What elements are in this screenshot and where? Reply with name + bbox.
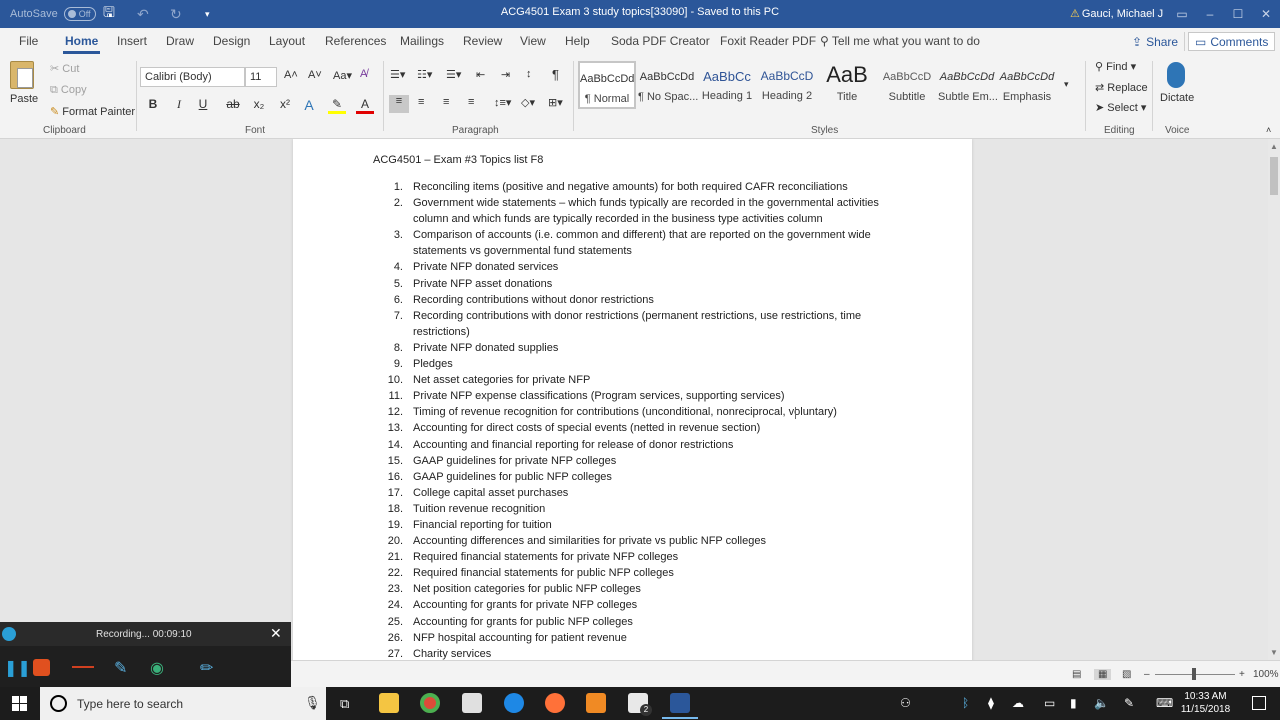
- style-label: Heading 1: [701, 90, 753, 102]
- minimize-icon[interactable]: –: [1206, 7, 1214, 21]
- list-item-text: Required financial statements for private NFP colleges: [413, 551, 679, 564]
- clear-formatting-icon[interactable]: A̸: [360, 68, 368, 80]
- tell-me-text: Tell me what you want to do: [831, 34, 980, 48]
- italic-icon[interactable]: I: [177, 97, 181, 111]
- highlight-icon[interactable]: ✎: [328, 97, 346, 114]
- list-item-number: 23.: [387, 583, 403, 596]
- maximize-icon[interactable]: ☐: [1232, 7, 1244, 21]
- style-preview: AaBbCcDd: [939, 71, 995, 83]
- read-mode-icon[interactable]: ▤: [1072, 669, 1082, 680]
- list-item-text: Net asset categories for private NFP: [413, 374, 591, 387]
- pause-icon[interactable]: ❚❚: [4, 660, 31, 677]
- list-item[interactable]: [373, 501, 893, 517]
- tab-help[interactable]: Help: [565, 34, 590, 48]
- scroll-down-icon[interactable]: ▼: [1270, 648, 1278, 657]
- foxit-icon[interactable]: [586, 693, 606, 713]
- list-item-text: Recording contributions without donor restrictions: [413, 293, 654, 306]
- shading-icon[interactable]: ◇▾: [521, 97, 535, 109]
- notifications-icon[interactable]: [1252, 696, 1266, 710]
- decrease-indent-icon[interactable]: ⇤: [476, 69, 486, 81]
- microphone-icon[interactable]: 🎙: [304, 695, 321, 710]
- list-item[interactable]: [373, 437, 893, 453]
- font-size-select[interactable]: 11: [245, 67, 277, 87]
- document-page[interactable]: [293, 139, 972, 660]
- list-item-number: 9.: [393, 358, 403, 371]
- line-spacing-icon[interactable]: ↕≡▾: [494, 97, 512, 109]
- list-item-text: Government wide statements – which funds typically are recorded in the governmental activities column and which funds are typically recorded in the business type activities column: [413, 197, 879, 226]
- list-item-number: 22.: [387, 567, 403, 580]
- mail-badge: 2: [640, 704, 652, 716]
- search-placeholder: Type here to search: [77, 697, 184, 711]
- list-item[interactable]: [373, 581, 893, 597]
- list-item-number: 2.: [393, 197, 403, 210]
- scissors-icon: ✂: [50, 63, 63, 75]
- web-layout-icon[interactable]: ▧: [1122, 669, 1132, 680]
- list-item[interactable]: [373, 420, 893, 436]
- dictate-button[interactable]: Dictate: [1160, 92, 1195, 104]
- list-item-text: GAAP guidelines for public NFP colleges: [413, 470, 612, 483]
- list-item-text: NFP hospital accounting for patient revenue: [413, 631, 627, 644]
- network-icon[interactable]: ▭: [1044, 696, 1056, 710]
- align-center-icon[interactable]: ≡: [418, 96, 425, 108]
- superscript-icon[interactable]: x²: [280, 97, 290, 111]
- style-label: Subtitle: [888, 91, 926, 103]
- cursor-icon: ➤: [1095, 102, 1108, 114]
- justify-icon[interactable]: ≡: [468, 96, 475, 108]
- topic-list[interactable]: [373, 179, 893, 660]
- document-canvas[interactable]: [0, 139, 1268, 660]
- document-heading[interactable]: ACG4501 – Exam #3 Topics list F8: [373, 154, 544, 166]
- onedrive-icon[interactable]: ☁: [1012, 696, 1024, 710]
- clock[interactable]: [1178, 690, 1233, 716]
- style-heading-2[interactable]: [758, 61, 816, 109]
- list-item-number: 10.: [387, 374, 403, 387]
- list-item-number: 13.: [387, 422, 403, 435]
- list-item-number: 24.: [387, 599, 403, 612]
- editing-group-label: Editing: [1104, 125, 1135, 136]
- list-item-text: Timing of revenue recognition for contributions (unconditional, nonreciprocal, voluntary): [413, 406, 837, 419]
- collapse-ribbon-icon[interactable]: ˄: [1266, 125, 1272, 135]
- bluetooth-icon[interactable]: ᛒ: [962, 696, 970, 710]
- increase-indent-icon[interactable]: ⇥: [501, 69, 511, 81]
- replace-icon: ⇄: [1095, 82, 1108, 94]
- zoom-level[interactable]: 100%: [1253, 669, 1279, 680]
- list-item[interactable]: [373, 259, 893, 275]
- tab-draw[interactable]: Draw: [166, 34, 195, 48]
- list-item-number: 25.: [387, 615, 403, 628]
- numbering-icon[interactable]: ☷▾: [417, 69, 433, 81]
- align-right-icon[interactable]: ≡: [443, 96, 450, 108]
- list-item-text: Tuition revenue recognition: [413, 502, 546, 515]
- voice-group-label: Voice: [1165, 125, 1190, 136]
- copy-icon: ⧉: [50, 84, 61, 96]
- list-item[interactable]: [373, 340, 893, 356]
- chrome-icon[interactable]: [420, 693, 440, 713]
- align-left-icon[interactable]: ≡: [389, 95, 409, 113]
- list-item-number: 7.: [393, 309, 403, 322]
- style-normal[interactable]: [578, 61, 636, 109]
- style-preview: AaBbCcD: [882, 71, 932, 83]
- vertical-scrollbar[interactable]: [1268, 139, 1280, 660]
- scrollbar-thumb[interactable]: [1270, 157, 1278, 195]
- list-item-text: Recording contributions with donor restrictions (permanent restrictions, use restrictions, time restrictions): [413, 309, 862, 338]
- styles-group-label: Styles: [811, 125, 839, 136]
- style-preview: AaBbCcD: [760, 69, 814, 83]
- stop-icon[interactable]: [33, 659, 50, 676]
- list-item-number: 26.: [387, 631, 403, 644]
- style-no-spacing[interactable]: [638, 61, 699, 109]
- close-recording-icon[interactable]: ✕: [270, 625, 282, 641]
- power-icon[interactable]: ▮: [1070, 696, 1077, 710]
- firefox-icon[interactable]: [545, 693, 565, 713]
- style-label: ¶ No Spac...: [638, 91, 699, 103]
- tab-view[interactable]: View: [520, 34, 546, 48]
- list-item-text: Comparison of accounts (i.e. common and different) that are reported on the government wide statements vs governmental fund statements: [413, 229, 871, 258]
- list-item[interactable]: [373, 453, 893, 469]
- clock-time: 10:33 AM: [1184, 691, 1227, 702]
- style-preview: AaBbCcDd: [639, 71, 695, 83]
- paste-icon[interactable]: [10, 61, 34, 89]
- list-item-number: 16.: [387, 470, 403, 483]
- show-formatting-icon[interactable]: ¶: [552, 67, 559, 82]
- word-icon[interactable]: [670, 693, 690, 713]
- list-item-text: Accounting differences and similarities for private vs public NFP colleges: [413, 535, 766, 548]
- sort-icon[interactable]: ↕: [526, 68, 532, 80]
- tab-file[interactable]: File: [19, 34, 39, 48]
- list-item-text: Pledges: [413, 358, 453, 371]
- list-item-number: 11.: [388, 390, 403, 403]
- user-account[interactable]: [1070, 7, 1163, 20]
- webcam-icon[interactable]: ◉: [150, 660, 164, 677]
- paste-button[interactable]: Paste: [10, 93, 39, 105]
- bold-icon[interactable]: B: [148, 97, 158, 111]
- comment-icon: ▭: [1195, 34, 1207, 49]
- grow-font-icon[interactable]: A˄: [284, 69, 298, 81]
- store-icon[interactable]: [462, 693, 482, 713]
- style-heading-1[interactable]: [698, 61, 756, 109]
- list-item-text: GAAP guidelines for private NFP colleges: [413, 454, 617, 467]
- list-item-number: 15.: [387, 454, 403, 467]
- list-item-number: 27.: [387, 647, 403, 660]
- ribbon-tabs: [0, 28, 1280, 55]
- list-item[interactable]: [373, 549, 893, 565]
- style-preview: AaBbCcDd: [580, 73, 635, 85]
- list-item-text: Reconciling items (positive and negative amounts) for both required CAFR reconciliations: [413, 181, 848, 193]
- list-item-number: 3.: [393, 229, 403, 242]
- tab-references[interactable]: References: [325, 34, 387, 48]
- style-title[interactable]: [818, 61, 876, 109]
- underline-icon[interactable]: U: [198, 97, 208, 111]
- font-color-icon[interactable]: A: [356, 97, 374, 114]
- search-icon: ⚲: [1095, 61, 1107, 73]
- share-label: Share: [1146, 34, 1179, 49]
- list-item[interactable]: [373, 276, 893, 292]
- style-preview: AaBbCc: [703, 69, 751, 84]
- list-item-number: 5.: [393, 277, 403, 290]
- lightbulb-icon: ⚲: [820, 34, 832, 48]
- undo-icon[interactable]: ↶: [137, 5, 149, 22]
- format-painter-button[interactable]: ✎ Format Painter: [50, 106, 136, 118]
- list-item-text: Private NFP donated supplies: [413, 341, 559, 354]
- list-item-number: 1.: [393, 181, 403, 193]
- list-item-number: 17.: [387, 486, 403, 499]
- clock-date: 11/15/2018: [1180, 704, 1231, 715]
- list-item-text: Net position categories for public NFP colleges: [413, 583, 641, 596]
- zoom-out-icon[interactable]: –: [1144, 669, 1150, 680]
- tab-design[interactable]: Design: [213, 34, 251, 48]
- style-emphasis[interactable]: [998, 61, 1056, 109]
- divider: [1152, 61, 1153, 131]
- font-group-label: Font: [245, 125, 266, 136]
- list-item-text: Private NFP donated services: [413, 261, 559, 274]
- list-item[interactable]: [373, 195, 893, 227]
- pen-workspace-icon[interactable]: ✎: [1124, 696, 1135, 710]
- windows-start-icon[interactable]: [12, 696, 28, 712]
- styles-more-icon[interactable]: ▾: [1064, 79, 1069, 89]
- style-subtle-emphasis[interactable]: [938, 61, 996, 109]
- list-item-number: 21.: [387, 551, 403, 564]
- style-label: Emphasis: [1002, 91, 1052, 103]
- tell-me-search[interactable]: [820, 34, 980, 48]
- tab-soda-pdf[interactable]: Soda PDF Creator: [611, 34, 710, 48]
- list-item[interactable]: [373, 227, 893, 259]
- list-item-number: 14.: [387, 438, 403, 451]
- scroll-up-icon[interactable]: ▲: [1270, 142, 1278, 151]
- list-item-text: Accounting for grants for public NFP colleges: [413, 615, 633, 628]
- tab-foxit-pdf[interactable]: Foxit Reader PDF: [720, 34, 817, 48]
- redo-icon[interactable]: ↻: [170, 5, 182, 22]
- title-bar: [0, 0, 1280, 28]
- comments-button[interactable]: [1188, 32, 1275, 51]
- list-item-text: Private NFP asset donations: [413, 277, 553, 290]
- warning-icon: ⚠: [1070, 8, 1080, 20]
- list-item-number: 6.: [393, 293, 403, 306]
- list-item[interactable]: [373, 597, 893, 613]
- style-subtitle[interactable]: [878, 61, 936, 109]
- ribbon-home: [0, 55, 1280, 139]
- list-item[interactable]: [373, 630, 893, 646]
- borders-icon[interactable]: ⊞▾: [548, 97, 563, 109]
- zoom-in-icon[interactable]: +: [1239, 669, 1245, 680]
- save-icon[interactable]: 🖫: [103, 4, 115, 20]
- close-icon[interactable]: ✕: [1260, 7, 1272, 21]
- divider: [1085, 61, 1086, 131]
- mouse-cursor: [795, 407, 803, 419]
- taskbar: [0, 687, 1280, 720]
- bullets-icon[interactable]: ☰▾: [390, 69, 406, 81]
- paintbrush-icon: ✎: [50, 106, 63, 118]
- recording-status: Recording... 00:09:10: [96, 629, 192, 640]
- list-item[interactable]: [373, 646, 893, 660]
- dropbox-icon[interactable]: ⧫: [988, 696, 994, 710]
- style-label: Subtle Em...: [938, 91, 998, 103]
- share-button[interactable]: [1126, 32, 1185, 51]
- autosave-switch[interactable]: Off: [64, 7, 96, 21]
- list-item-text: College capital asset purchases: [413, 486, 569, 499]
- draw-icon[interactable]: ✏: [200, 660, 214, 677]
- list-item-text: Accounting for grants for private NFP colleges: [413, 599, 638, 612]
- list-item[interactable]: [373, 517, 893, 533]
- style-preview: AaBbCcDd: [999, 71, 1055, 83]
- file-explorer-icon[interactable]: [379, 693, 399, 713]
- subscript-icon[interactable]: x₂: [253, 97, 265, 111]
- list-item-number: 19.: [387, 518, 403, 531]
- print-layout-icon[interactable]: ▦: [1094, 669, 1111, 680]
- list-item-number: 18.: [387, 502, 403, 515]
- font-name-select[interactable]: Calibri (Body): [140, 67, 245, 87]
- find-button[interactable]: ⚲ Find ▾: [1095, 61, 1137, 73]
- list-item[interactable]: [373, 614, 893, 630]
- microphone-icon[interactable]: [1167, 62, 1185, 88]
- list-item[interactable]: [373, 404, 893, 420]
- style-preview: AaB: [826, 62, 868, 87]
- pen-line-icon[interactable]: [72, 666, 94, 668]
- list-item[interactable]: [373, 469, 893, 485]
- mail-icon[interactable]: [628, 693, 648, 713]
- list-item-number: 4.: [393, 261, 403, 274]
- list-item-number: 8.: [393, 341, 403, 354]
- zoom-slider-thumb[interactable]: [1192, 668, 1196, 680]
- tab-mailings[interactable]: Mailings: [400, 34, 445, 48]
- list-item[interactable]: [373, 179, 893, 195]
- keyboard-icon[interactable]: ⌨: [1156, 696, 1174, 710]
- list-item-number: 12.: [387, 406, 403, 419]
- list-item-text: Financial reporting for tuition: [413, 518, 552, 531]
- clipboard-group-label: Clipboard: [43, 125, 86, 136]
- user-name: Gauci, Michael J: [1081, 8, 1164, 20]
- style-label: Heading 2: [761, 90, 813, 102]
- autosave-label: AutoSave: [10, 8, 58, 20]
- shrink-font-icon[interactable]: A˅: [308, 69, 322, 81]
- multilevel-list-icon[interactable]: ☰▾: [446, 69, 462, 81]
- list-item[interactable]: [373, 388, 893, 404]
- cortana-icon[interactable]: [50, 695, 67, 712]
- recording-widget: [0, 622, 291, 687]
- list-item[interactable]: [373, 292, 893, 308]
- marker-icon[interactable]: ✎: [114, 660, 128, 677]
- divider: [383, 61, 384, 131]
- style-label: Title: [836, 91, 858, 103]
- list-item-text: Charity services: [413, 647, 492, 660]
- task-view-icon[interactable]: ⧉: [340, 696, 350, 711]
- edge-icon[interactable]: [504, 693, 524, 713]
- copy-button[interactable]: ⧉ Copy: [50, 84, 87, 96]
- style-label: ¶ Normal: [584, 93, 630, 105]
- strikethrough-icon[interactable]: ab: [226, 97, 240, 111]
- list-item[interactable]: [373, 308, 893, 340]
- people-icon[interactable]: ⚇: [900, 696, 911, 710]
- list-item-text: Accounting for direct costs of special events (netted in revenue section): [413, 422, 761, 435]
- list-item[interactable]: [373, 565, 893, 581]
- text-effects-icon[interactable]: A: [304, 97, 314, 113]
- customize-toolbar-icon[interactable]: ▾: [205, 8, 210, 19]
- list-item[interactable]: [373, 485, 893, 501]
- replace-button[interactable]: ⇄ Replace: [1095, 82, 1148, 94]
- tab-home[interactable]: Home: [65, 34, 99, 48]
- list-item-text: Accounting and financial reporting for release of donor restrictions: [413, 438, 734, 451]
- tab-review[interactable]: Review: [463, 34, 503, 48]
- tab-layout[interactable]: Layout: [269, 34, 306, 48]
- divider: [573, 61, 574, 131]
- list-item-text: Required financial statements for public NFP colleges: [413, 567, 674, 580]
- list-item[interactable]: [373, 372, 893, 388]
- taskbar-search[interactable]: [40, 687, 326, 720]
- cut-button[interactable]: ✂ Cut: [50, 63, 80, 75]
- recording-header: [0, 622, 291, 646]
- share-icon: ⇪: [1132, 34, 1143, 49]
- list-item-number: 20.: [387, 535, 403, 548]
- comments-label: Comments: [1210, 34, 1269, 49]
- divider: [136, 61, 137, 131]
- change-case-icon[interactable]: Aa▾: [333, 70, 352, 82]
- select-button[interactable]: ➤ Select ▾: [1095, 102, 1147, 114]
- list-item[interactable]: [373, 356, 893, 372]
- recorder-logo-icon: [2, 627, 16, 641]
- list-item[interactable]: [373, 533, 893, 549]
- list-item-text: Private NFP expense classifications (Program services, supporting services): [413, 390, 785, 403]
- tab-insert[interactable]: Insert: [117, 34, 148, 48]
- volume-icon[interactable]: 🔈: [1094, 696, 1109, 710]
- paragraph-group-label: Paragraph: [452, 125, 499, 136]
- document-title: ACG4501 Exam 3 study topics[33090] - Saved to this PC: [500, 6, 780, 18]
- ribbon-display-options-icon[interactable]: ▭: [1176, 7, 1188, 21]
